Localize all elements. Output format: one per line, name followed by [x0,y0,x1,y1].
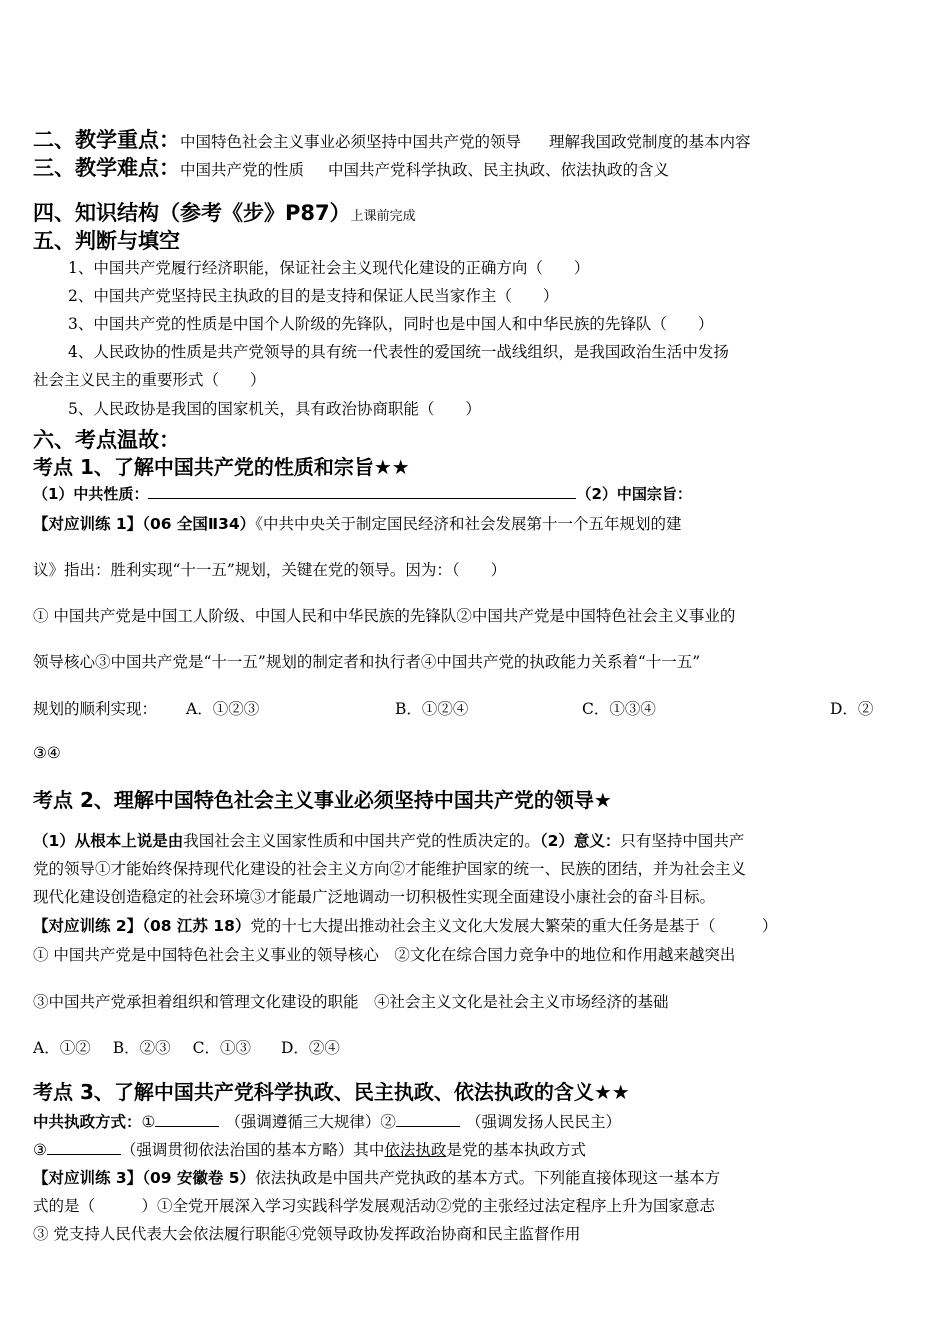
judge-item-2: 2、中国共产党坚持民主执政的目的是支持和保证人民当家作主（ ） [68,287,559,305]
kp1-drill-text-4: 领导核心③中国共产党是“十一五”规划的制定者和执行者④中国共产党的执政能力关系着“十一五” [33,653,701,671]
kp1-drill-label: 【对应训练 1】 [33,515,143,533]
kp3-way-3-note: （强调贯彻依法治国的基本方略）其中 [120,1141,385,1159]
kp3-way-label: 中共执政方式： [33,1113,142,1131]
kp2-drill-label: 【对应训练 2】 [33,917,143,935]
kp2-option-c: C．①③ [192,1039,251,1057]
kp1-option-d: D．② [830,700,874,718]
kp3-way-1-num: ① [141,1113,156,1131]
kp3-basic-way: 依法执政 [384,1141,447,1159]
section-6-heading: 六、考点温故： [33,428,180,452]
kp1-q1-blank[interactable] [148,483,576,499]
kp3-drill-text: 依法执政是中国共产党执政的基本方式。下列能直接体现这一基本方 [255,1169,721,1187]
kp3-drill-line [33,1166,720,1188]
kp2-choice-line-2: ③中国共产党承担着组织和管理文化建设的职能 ④社会主义文化是社会主义市场经济的基础 [33,993,669,1011]
section-4-note: 上课前完成 [350,209,416,224]
kp3-drill-source: （09 安徽卷 5） [142,1169,256,1187]
kp2-title: 考点 2、理解中国特色社会主义事业必须坚持中国共产党的领导★ [33,788,612,812]
kp1-option-d-cont: ③④ [33,744,61,762]
kp3-title: 考点 3、了解中国共产党科学执政、民主执政、依法执政的含义★★ [33,1080,630,1104]
kp3-way-1-blank[interactable] [155,1111,219,1127]
kp1-drill-text-5: 规划的顺利实现： [33,700,158,718]
judge-item-3: 3、中国共产党的性质是中国个人阶级的先锋队，同时也是中国人和中华民族的先锋队（ ） [68,315,714,333]
judge-item-4: 4、人民政协的性质是共产党领导的具有统一代表性的爱国统一战线组织，是我国政治生活中发扬 [68,343,729,361]
section-3-line [33,152,669,182]
kp3-way-line-1 [33,1110,621,1132]
section-2-text-2: 理解我国政党制度的基本内容 [549,133,751,151]
kp2-meaning-label: （2）意义： [539,832,621,850]
kp2-root-label: （1）从根本上说是由 [33,832,184,850]
section-2-line [33,124,751,154]
kp2-para-2: 党的领导①才能始终保持现代化建设的社会主义方向②才能维护国家的统一、民族的团结，并为社会主义 [33,860,747,878]
kp1-drill-text-3: ① 中国共产党是中国工人阶级、中国人民和中华民族的先锋队②中国共产党是中国特色社会主义事业的 [33,607,736,625]
section-3-heading: 三、教学难点： [33,156,180,180]
kp2-drill-text: 党的十七大提出推动社会主义文化大发展大繁荣的重大任务是基于（ ） [250,917,778,935]
kp1-q1-label: （1）中共性质： [33,485,149,503]
kp3-way-2-note: （强调发扬人民民主） [465,1113,621,1131]
kp3-way-2-blank[interactable] [396,1111,460,1127]
kp2-options [33,1036,340,1058]
kp1-title: 考点 1、了解中国共产党的性质和宗旨★★ [33,455,410,479]
kp1-drill-line-1 [33,512,681,534]
kp3-way-1-note: （强调遵循三大规律）② [225,1113,396,1131]
section-4-line [33,197,416,227]
judge-item-1: 1、中国共产党履行经济职能，保证社会主义现代化建设的正确方向（ ） [68,259,590,277]
kp1-question-line [33,483,692,504]
kp2-drill-line [33,914,777,936]
judge-item-4-cont: 社会主义民主的重要形式（ ） [33,371,266,389]
section-4-heading: 四、知识结构（参考《步》P87） [33,201,351,225]
kp2-para-1 [33,829,744,851]
section-5-heading: 五、判断与填空 [33,229,180,253]
kp1-option-a: A．①②③ [186,700,260,718]
kp3-way-line-2 [33,1138,586,1160]
section-2-text-1: 中国特色社会主义事业必须坚持中国共产党的领导 [180,133,522,151]
kp2-drill-source: （08 江苏 18） [142,917,251,935]
kp3-way-3-blank[interactable] [47,1139,121,1155]
kp1-option-c: C．①③④ [582,700,656,718]
kp2-choice-line-1: ① 中国共产党是中国特色社会主义事业的领导核心 ②文化在综合国力竞争中的地位和作用越来越突出 [33,946,736,964]
kp1-drill-text-1: 《中共中央关于制定国民经济和社会发展第十一个五年规划的建 [255,515,682,533]
kp1-drill-text-2: 议》指出：胜利实现“十一五”规划，关键在党的领导。因为：（ ） [33,561,507,579]
kp2-option-d: D．②④ [280,1039,340,1057]
kp2-option-a: A．①② [33,1039,91,1057]
section-2-heading: 二、教学重点： [33,128,180,152]
kp3-drill-line-2: 式的是（ ）①全党开展深入学习实践科学发展观活动②党的主张经过法定程序上升为国家意志 [33,1197,716,1215]
judge-item-5: 5、人民政协是我国的国家机关，具有政治协商职能（ ） [68,400,481,418]
kp1-drill-source: （06 全国Ⅱ34） [142,515,256,533]
section-3-text-2: 中国共产党科学执政、民主执政、依法执政的含义 [328,161,670,179]
kp1-option-b: B．①②④ [395,700,469,718]
kp3-drill-label: 【对应训练 3】 [33,1169,143,1187]
kp2-meaning-text: 只有坚持中国共产 [620,832,745,850]
kp3-way-3-num: ③ [33,1141,47,1159]
kp3-way-3-tail: 是党的基本执政方式 [446,1141,586,1159]
kp2-option-b: B．②③ [112,1039,171,1057]
kp2-root-text: 我国社会主义国家性质和中国共产党的性质决定的。 [183,832,540,850]
kp2-para-3: 现代化建设创造稳定的社会环境③才能最广泛地调动一切积极性实现全面建设小康社会的奋斗目标。 [33,888,716,906]
section-3-text-1: 中国共产党的性质 [180,161,305,179]
kp1-q2-label: （2）中国宗旨： [576,485,692,503]
kp3-drill-line-3: ③ 党支持人民代表大会依法履行职能④党领导政协发挥政治协商和民主监督作用 [33,1225,581,1243]
